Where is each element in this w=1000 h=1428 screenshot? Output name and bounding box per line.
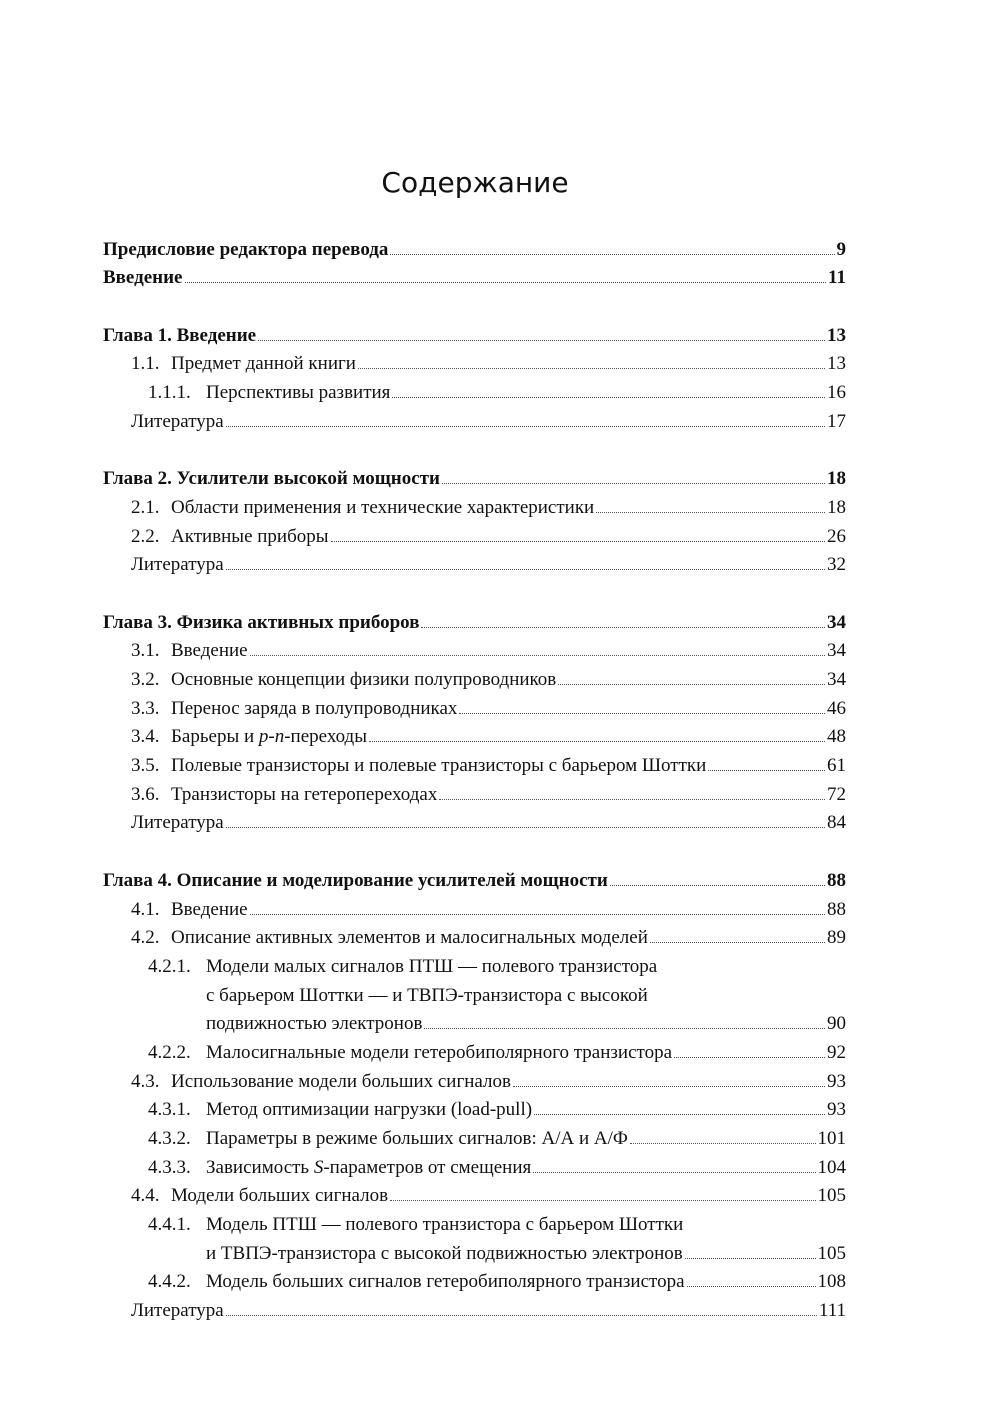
toc-entry-title: Глава 4. Описание и моделирование усилителей мощности [103,869,608,891]
toc-subsection-4-2-1[interactable] [103,949,846,978]
dot-leader [185,282,827,283]
toc-entry-title [148,1271,685,1293]
toc-page-number: 84 [827,812,846,834]
toc-entry-introduction[interactable] [103,261,846,290]
toc-section-text: Введение [171,898,248,920]
toc-subsection-4-3-1[interactable] [103,1093,846,1122]
toc-entry-title [148,956,657,978]
dot-leader [421,627,825,628]
dot-leader [369,741,825,742]
toc-page-number: 111 [818,1300,846,1322]
toc-section-text: Модель ПТШ — полевого транзистора с барьером Шоттки [206,1214,684,1236]
toc-section-4-1[interactable] [103,892,846,921]
dot-leader [685,1258,816,1259]
dot-leader [226,1315,817,1316]
dot-leader [226,569,825,570]
dot-leader [390,254,834,255]
toc-page-number: 26 [827,525,846,547]
dot-leader [226,827,825,828]
toc-section-number: 1.1. [131,353,160,375]
dot-leader [392,397,825,398]
toc-section-text: Полевые транзисторы и полевые транзисторы с барьером Шоттки [171,755,707,777]
dot-leader [390,1200,815,1201]
toc-section-3-5[interactable] [103,748,846,777]
toc-section-number: 3.1. [131,640,160,662]
dot-leader [687,1286,816,1287]
toc-chapter-1[interactable] [103,318,846,347]
toc-section-number: 3.3. [131,697,160,719]
toc-section-text: Области применения и технические характеристики [171,496,595,518]
toc-subsection-4-2-1-line3[interactable] [103,1007,846,1036]
toc-section-text: Предмет данной книги [171,353,356,375]
toc-entry-title [131,927,648,949]
toc-subsection-4-2-2[interactable] [103,1035,846,1064]
dot-leader [674,1057,825,1058]
toc-entry-title [131,784,437,806]
toc-page-number: 88 [827,898,846,920]
toc-page-number: 93 [827,1070,846,1092]
toc-section-text: Введение [171,640,248,662]
toc-section-number: 4.2. [131,927,160,949]
toc-page-number: 34 [827,640,846,662]
toc-page-number: 46 [827,697,846,719]
toc-section-number: 4.2.1. [148,955,191,977]
toc-entry-title [131,1071,511,1093]
toc-references-ch3[interactable] [103,806,846,835]
toc-section-text: Активные приборы [171,525,329,547]
toc-page-number: 11 [828,267,846,289]
toc-section-2-2[interactable] [103,519,846,548]
toc-section-number: 1.1.1. [148,382,191,404]
toc-section-number: 2.2. [131,525,160,547]
toc-references-ch4[interactable] [103,1293,846,1322]
toc-entry-title [131,726,367,748]
table-of-contents [103,232,846,1322]
toc-section-text-continued: подвижностью электронов [206,1013,423,1035]
toc-page-number: 16 [827,382,846,404]
toc-page-number: 13 [827,324,846,346]
toc-entry-title [131,353,356,375]
dot-leader [534,1114,825,1115]
toc-entry-title [131,899,248,921]
toc-chapter-4[interactable] [103,863,846,892]
toc-section-4-4[interactable] [103,1179,846,1208]
toc-subsection-4-4-1[interactable] [103,1207,846,1236]
dot-leader [358,368,825,369]
toc-section-text-pre: Зависимость [206,1156,314,1178]
toc-page-number: 92 [827,1041,846,1063]
dot-leader [250,914,825,915]
dot-leader [424,1028,825,1029]
toc-section-text-pre: Барьеры и [171,726,259,748]
toc-section-number: 4.4.1. [148,1214,191,1236]
toc-page-number: 17 [827,410,846,432]
toc-entry-title [148,382,390,404]
toc-section-text: Перспективы развития [206,382,391,404]
toc-page-number: 93 [827,1099,846,1121]
toc-section-number: 4.4. [131,1185,160,1207]
toc-subsection-4-2-1-line2 [103,978,846,1007]
toc-subsection-4-3-2[interactable] [103,1121,846,1150]
toc-section-number: 2.1. [131,496,160,518]
toc-subsection-4-3-3[interactable] [103,1150,846,1179]
toc-section-number: 4.4.2. [148,1271,191,1293]
dot-leader [630,1143,816,1144]
toc-page-number: 89 [827,927,846,949]
toc-page-number: 34 [827,611,846,633]
toc-section-text-continued: и ТВПЭ-транзистора с высокой подвижностью электронов [206,1242,683,1264]
toc-chapter-2[interactable] [103,462,846,491]
toc-section-text: Метод оптимизации нагрузки (load-pull) [206,1099,533,1121]
dot-leader [331,541,825,542]
toc-page-number: 101 [817,1128,846,1149]
toc-page-number: 34 [827,669,846,690]
toc-section-number: 3.5. [131,755,160,777]
toc-entry-title [148,1042,672,1064]
toc-section-text: Использование модели больших сигналов [171,1070,511,1092]
toc-section-4-3[interactable] [103,1064,846,1093]
dot-leader [610,885,825,886]
toc-entry-title [148,1214,683,1236]
toc-entry-title [131,1185,388,1207]
toc-section-text-italic: S [313,1156,324,1178]
toc-section-number: 4.1. [131,898,160,920]
toc-entry-title: Литература [131,410,224,432]
toc-section-text: Малосигнальные модели гетеробиполярного транзистора [206,1041,673,1063]
dot-leader [442,483,825,484]
toc-section-number: 4.3.2. [148,1128,191,1149]
dot-leader [439,799,825,800]
toc-section-number: 3.2. [131,669,160,690]
toc-page-number: 108 [817,1271,846,1293]
toc-entry-title: Глава 2. Усилители высокой мощности [103,468,440,490]
toc-page-number: 61 [827,755,846,777]
toc-section-text: Модели малых сигналов ПТШ — полевого транзистора [206,955,658,977]
toc-section-number: 4.3.1. [148,1099,191,1121]
toc-entry-title: Литература [131,812,224,834]
dot-leader [250,655,825,656]
dot-leader [513,1086,825,1087]
toc-page-number: 88 [827,869,846,891]
toc-references-ch1[interactable] [103,404,846,433]
toc-section-3-4[interactable] [103,720,846,749]
toc-subsection-1-1-1[interactable] [103,375,846,404]
toc-page-number: 18 [827,496,846,518]
dot-leader [708,770,825,771]
toc-section-text: Модель больших сигналов гетеробиполярного транзистора [206,1271,685,1293]
toc-section-3-1[interactable] [103,634,846,663]
dot-leader [596,512,825,513]
toc-section-2-1[interactable] [103,490,846,519]
toc-entry-title: Литература [131,1300,224,1322]
toc-entry-title: Предисловие редактора перевода [103,238,389,260]
toc-subsection-4-4-1-line2[interactable] [103,1236,846,1265]
dot-leader [650,942,825,943]
toc-page-number: 9 [836,238,846,260]
toc-entry-title [131,640,248,662]
toc-entry-title [131,755,706,777]
toc-chapter-3[interactable] [103,605,846,634]
toc-section-text-post: -переходы [284,726,367,748]
toc-page-number: 13 [827,353,846,375]
toc-subsection-4-4-2[interactable] [103,1265,846,1294]
dot-leader [533,1172,815,1173]
dot-leader [558,684,825,685]
toc-page-number: 32 [827,554,846,576]
toc-page-number: 105 [817,1242,846,1264]
toc-page-number: 105 [817,1185,846,1207]
toc-entry-title: Литература [131,554,224,576]
toc-page-number: 48 [827,726,846,748]
toc-entry-title [131,497,594,519]
toc-section-3-2[interactable] [103,662,846,691]
toc-section-text: Перенос заряда в полупроводниках [171,697,458,719]
toc-entry-title [148,1157,531,1179]
dot-leader [459,713,825,714]
toc-section-4-2[interactable] [103,921,846,950]
toc-section-3-6[interactable] [103,777,846,806]
toc-entry-title [131,698,457,720]
toc-section-text-continued: с барьером Шоттки — и ТВПЭ-транзистора с высокой [206,984,648,1006]
toc-entry-title: Введение [103,267,183,289]
toc-page-number: 72 [827,783,846,805]
toc-section-text-italic: p-n [258,726,285,748]
toc-section-number: 4.3.3. [148,1156,191,1178]
toc-page-number: 104 [817,1156,846,1178]
toc-entry-title [131,669,556,691]
dot-leader [258,340,825,341]
page-title: Содержание [381,166,569,199]
toc-section-number: 3.4. [131,726,160,748]
toc-entry-title [148,1099,532,1121]
toc-section-number: 4.2.2. [148,1041,191,1063]
toc-section-1-1[interactable] [103,347,846,376]
toc-section-text-post: -параметров от смещения [323,1156,532,1178]
toc-section-number: 3.6. [131,783,160,805]
toc-section-text: Модели больших сигналов [171,1185,389,1207]
toc-section-number: 4.3. [131,1070,160,1092]
toc-page-number: 18 [827,468,846,490]
toc-page-number: 90 [827,1013,846,1035]
toc-entry-title: Глава 1. Введение [103,324,257,346]
toc-entry-title: Глава 3. Физика активных приборов [103,611,420,633]
dot-leader [226,426,825,427]
toc-entry-preface[interactable] [103,232,846,261]
toc-section-text: Основные концепции физики полупроводников [171,669,557,690]
toc-section-text: Транзисторы на гетеропереходах [171,783,438,805]
toc-entry-title [131,526,329,548]
toc-section-text: Параметры в режиме больших сигналов: А/А и А/Ф [206,1128,628,1149]
toc-section-3-3[interactable] [103,691,846,720]
toc-entry-title [148,1128,628,1150]
toc-section-text: Описание активных элементов и малосигнальных моделей [171,927,648,949]
toc-references-ch2[interactable] [103,548,846,577]
